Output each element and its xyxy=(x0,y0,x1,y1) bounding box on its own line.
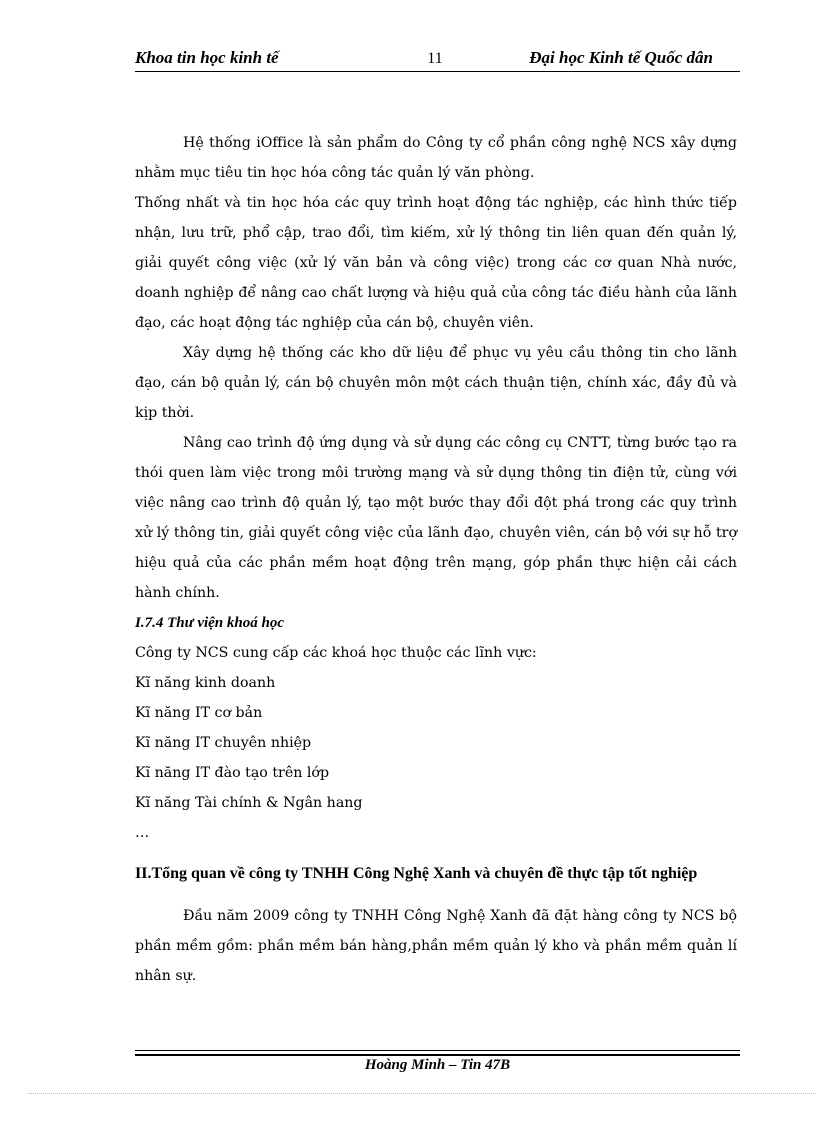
course-item: Kĩ năng IT chuyên nhiệp xyxy=(135,735,312,751)
page-edge-divider xyxy=(28,1093,816,1094)
section-heading-course-library: I.7.4 Thư viện khoá học xyxy=(135,615,284,631)
section-heading-company-overview: II.Tổng quan về công ty TNHH Công Nghệ Xanh và chuyên đề thực tập tốt nghiệp xyxy=(135,865,698,882)
page-number: 11 xyxy=(427,50,443,67)
page-body xyxy=(135,128,737,991)
course-item: Kĩ năng IT cơ bản xyxy=(135,705,263,721)
header-faculty: Khoa tin học kinh tế xyxy=(135,48,279,67)
paragraph-it-application: Nâng cao trình độ ứng dụng và sử dụng các công cụ CNTT, từng bước tạo ra thói quen làm việc trong môi trường mạng và sử dụng thông tin điện tử, cùng với việc nâng cao trình độ quản lý, tạo một bước thay đổi đột phá trong các quy trình xử lý thông tin, giải quyết công việc của lãnh đạo, chuyên viên, cán bộ với sự hỗ trợ hiệu quả của các phần mềm hoạt động trên mạng, góp phần thực hiện cải cách hành chính. xyxy=(135,435,737,601)
footer-divider xyxy=(135,1050,740,1056)
course-item: Kĩ năng IT đào tạo trên lớp xyxy=(135,765,330,781)
course-item: Kĩ năng kinh doanh xyxy=(135,675,276,691)
paragraph-order-2009: Đầu năm 2009 công ty TNHH Công Nghệ Xanh đã đặt hàng công ty NCS bộ phần mềm gồm: phần mềm bán hàng,phần mềm quản lý kho và phần mềm quản lí nhân sự. xyxy=(135,908,737,984)
course-item: Kĩ năng Tài chính & Ngân hang xyxy=(135,795,363,811)
page-header xyxy=(135,46,740,74)
paragraph-unify: Thống nhất và tin học hóa các quy trình hoạt động tác nghiệp, các hình thức tiếp nhận, lưu trữ, phổ cập, trao đổi, tìm kiếm, xử lý thông tin liên quan đến quản lý, giải quyết công việc (xử lý văn bản và công việc) trong các cơ quan Nhà nước, doanh nghiệp để nâng cao chất lượng và hiệu quả của công tác điều hành của lãnh đạo, các hoạt động tác nghiệp của cán bộ, chuyên viên. xyxy=(135,195,737,331)
paragraph-ioffice-intro: Hệ thống iOffice là sản phẩm do Công ty cổ phần công nghệ NCS xây dựng nhằm mục tiêu tin học hóa công tác quản lý văn phòng. xyxy=(135,135,737,181)
page-footer-author: Hoàng Minh – Tin 47B xyxy=(364,1057,511,1073)
courses-intro: Công ty NCS cung cấp các khoá học thuộc các lĩnh vực: xyxy=(135,645,537,661)
header-divider xyxy=(135,71,740,72)
course-item-ellipsis: … xyxy=(135,825,150,841)
header-university: Đại học Kinh tế Quốc dân xyxy=(529,48,713,67)
paragraph-data-warehouse: Xây dựng hệ thống các kho dữ liệu để phục vụ yêu cầu thông tin cho lãnh đạo, cán bộ quản lý, cán bộ chuyên môn một cách thuận tiện, chính xác, đầy đủ và kịp thời. xyxy=(135,345,737,421)
